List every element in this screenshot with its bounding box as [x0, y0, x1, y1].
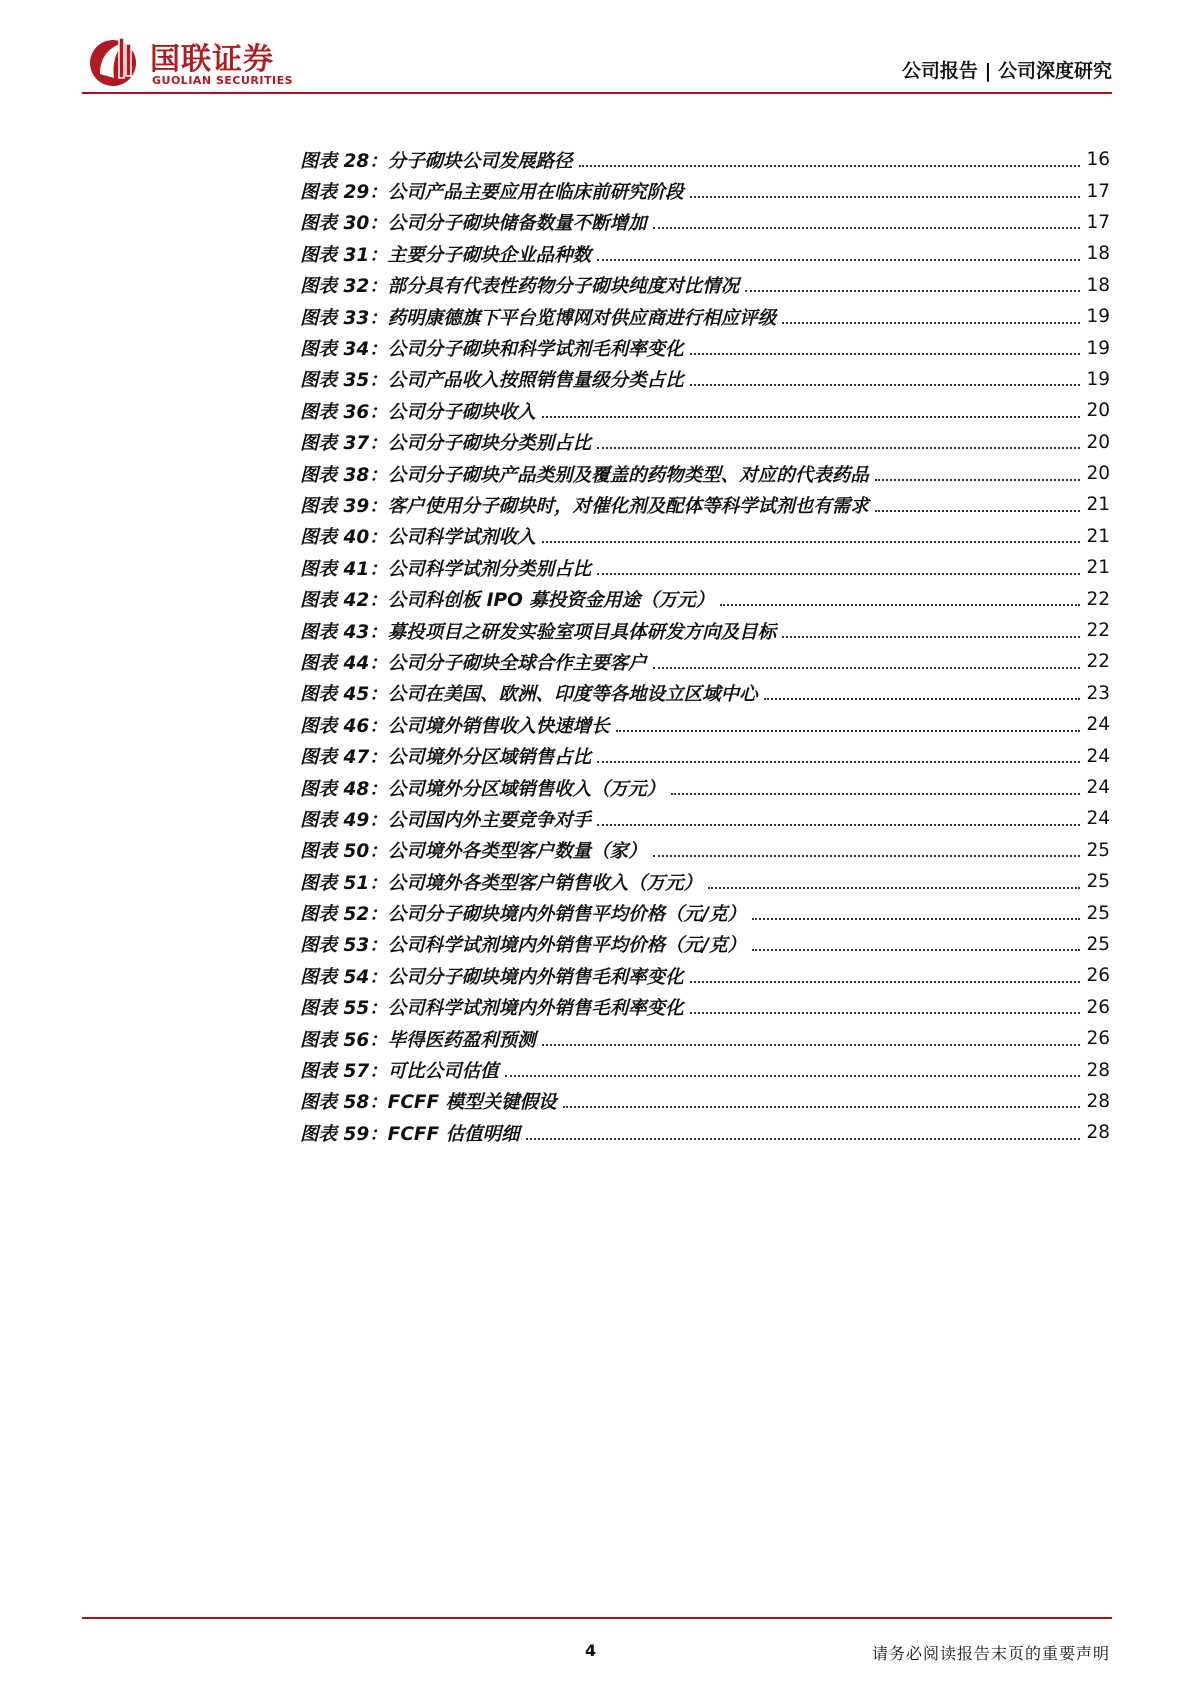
toc-entry-page: 21	[1086, 557, 1110, 579]
toc-entry-title: 图表 59：FCFF 估值明细	[300, 1120, 522, 1146]
toc-entry-page: 28	[1086, 1090, 1110, 1112]
toc-entry-page: 25	[1086, 871, 1110, 893]
toc-entry-title: 图表 48：公司境外分区域销售收入（万元）	[300, 775, 667, 801]
toc-leader-dots	[653, 855, 1080, 857]
toc-entry-page: 20	[1086, 400, 1110, 422]
toc-entry[interactable]	[300, 709, 1110, 740]
toc-leader-dots	[542, 1044, 1080, 1046]
toc-leader-dots	[505, 1075, 1080, 1077]
toc-leader-dots	[782, 636, 1080, 638]
toc-entry[interactable]	[300, 301, 1110, 332]
toc-entry[interactable]	[300, 175, 1110, 206]
toc-entry-page: 18	[1086, 274, 1110, 296]
toc-entry-title: 图表 56：毕得医药盈利预测	[300, 1026, 538, 1052]
toc-leader-dots	[875, 510, 1080, 512]
toc-entry-page: 23	[1086, 682, 1110, 704]
toc-entry-page: 24	[1086, 777, 1110, 798]
toc-leader-dots	[708, 887, 1080, 889]
toc-entry-title: 图表 46：公司境外销售收入快速增长	[300, 712, 612, 738]
company-logo	[86, 32, 386, 88]
toc-entry-page: 18	[1086, 243, 1110, 265]
page-header	[82, 28, 1112, 94]
toc-entry-page: 17	[1086, 180, 1110, 202]
toc-entry[interactable]	[300, 521, 1110, 552]
guolian-logo-icon	[86, 34, 140, 88]
toc-entry-page: 24	[1086, 745, 1110, 767]
toc-entry-title: 图表 37：公司分子砌块分类别占比	[300, 429, 593, 455]
toc-entry[interactable]	[300, 1117, 1110, 1148]
toc-entry-title: 图表 45：公司在美国、欧洲、印度等各地设立区域中心	[300, 680, 760, 706]
toc-entry[interactable]	[300, 364, 1110, 395]
toc-leader-dots	[597, 824, 1080, 826]
toc-entry-title: 图表 44：公司分子砌块全球合作主要客户	[300, 649, 649, 675]
toc-entry[interactable]	[300, 1023, 1110, 1054]
toc-leader-dots	[875, 479, 1080, 481]
toc-leader-dots	[563, 1106, 1080, 1108]
toc-entry-title: 图表 35：公司产品收入按照销售量级分类占比	[300, 366, 686, 392]
toc-entry[interactable]	[300, 960, 1110, 991]
toc-entry-title: 图表 31：主要分子砌块企业品种数	[300, 241, 593, 267]
toc-entry-title: 图表 32：部分具有代表性药物分子砌块纯度对比情况	[300, 272, 741, 298]
toc-entry-page: 24	[1086, 714, 1110, 736]
toc-entry-page: 22	[1086, 588, 1110, 610]
toc-entry-title: 图表 52：公司分子砌块境内外销售平均价格（元/克）	[300, 900, 748, 926]
toc-entry-page: 26	[1086, 996, 1110, 1018]
toc-entry-title: 图表 28：分子砌块公司发展路径	[300, 147, 575, 173]
toc-entry-title: 图表 34：公司分子砌块和科学试剂毛利率变化	[300, 335, 686, 361]
toc-entry[interactable]	[300, 207, 1110, 238]
toc-entry-title: 图表 50：公司境外各类型客户数量（家）	[300, 837, 649, 863]
toc-entry-page: 21	[1086, 525, 1110, 547]
toc-entry[interactable]	[300, 395, 1110, 426]
report-type-label: 公司报告 | 公司深度研究	[901, 60, 1112, 82]
toc-leader-dots	[526, 1138, 1080, 1140]
footer-divider	[82, 1617, 1112, 1619]
toc-entry-title: 图表 51：公司境外各类型客户销售收入（万元）	[300, 869, 704, 895]
toc-entry[interactable]	[300, 803, 1110, 834]
toc-entry-title: 图表 49：公司国内外主要竞争对手	[300, 806, 593, 832]
toc-entry[interactable]	[300, 583, 1110, 614]
toc-entry-title: 图表 38：公司分子砌块产品类别及覆盖的药物类型、对应的代表药品	[300, 461, 871, 487]
page-number: 4	[585, 1641, 597, 1660]
toc-leader-dots	[579, 165, 1080, 167]
toc-leader-dots	[597, 761, 1080, 763]
toc-entry-page: 25	[1086, 902, 1110, 924]
toc-leader-dots	[764, 698, 1080, 700]
toc-entry-page: 28	[1086, 1122, 1110, 1144]
toc-leader-dots	[690, 353, 1080, 355]
logo-english-name: GUOLIAN SECURITIES	[152, 74, 293, 87]
table-of-figures	[300, 144, 1110, 1149]
toc-leader-dots	[690, 1012, 1080, 1014]
toc-leader-dots	[690, 384, 1080, 386]
logo-chinese-name: 国联证券	[150, 42, 274, 77]
toc-leader-dots	[542, 416, 1080, 418]
toc-entry[interactable]	[300, 552, 1110, 583]
toc-leader-dots	[752, 918, 1080, 920]
toc-leader-dots	[597, 573, 1080, 575]
toc-entry[interactable]	[300, 929, 1110, 960]
toc-entry-page: 19	[1086, 368, 1110, 390]
toc-entry[interactable]	[300, 615, 1110, 646]
toc-leader-dots	[752, 949, 1080, 951]
toc-entry[interactable]	[300, 897, 1110, 928]
toc-entry-title: 图表 41：公司科学试剂分类别占比	[300, 555, 593, 581]
toc-entry-page: 17	[1086, 211, 1110, 233]
toc-entry[interactable]	[300, 678, 1110, 709]
toc-entry-page: 22	[1086, 651, 1110, 673]
toc-entry-page: 19	[1086, 337, 1110, 359]
toc-leader-dots	[690, 981, 1080, 983]
toc-leader-dots	[653, 227, 1080, 229]
toc-entry[interactable]	[300, 740, 1110, 771]
toc-entry-page: 28	[1086, 1059, 1110, 1081]
toc-entry[interactable]	[300, 992, 1110, 1023]
toc-leader-dots	[690, 196, 1080, 198]
toc-entry[interactable]	[300, 1086, 1110, 1117]
toc-entry[interactable]	[300, 835, 1110, 866]
toc-leader-dots	[597, 259, 1080, 261]
toc-entry-page: 20	[1086, 463, 1110, 485]
toc-entry-title: 图表 57：可比公司估值	[300, 1057, 501, 1083]
toc-entry-page: 25	[1086, 839, 1110, 861]
toc-entry-page: 20	[1086, 431, 1110, 453]
toc-leader-dots	[597, 447, 1080, 449]
toc-entry[interactable]	[300, 332, 1110, 363]
toc-entry[interactable]	[300, 427, 1110, 458]
toc-entry-title: 图表 42：公司科创板 IPO 募投资金用途（万元）	[300, 586, 716, 612]
toc-entry-title: 图表 29：公司产品主要应用在临床前研究阶段	[300, 178, 686, 204]
toc-entry-title: 图表 36：公司分子砌块收入	[300, 398, 538, 424]
toc-entry-title: 图表 54：公司分子砌块境内外销售毛利率变化	[300, 963, 686, 989]
disclaimer-note: 请务必阅读报告末页的重要声明	[871, 1644, 1110, 1663]
toc-entry[interactable]	[300, 489, 1110, 520]
toc-leader-dots	[671, 793, 1080, 795]
toc-entry-page: 26	[1086, 1028, 1110, 1050]
header-divider	[82, 92, 1112, 94]
toc-entry[interactable]	[300, 1054, 1110, 1085]
toc-entry[interactable]	[300, 866, 1110, 897]
toc-entry-title: 图表 43：募投项目之研发实验室项目具体研发方向及目标	[300, 618, 778, 644]
toc-entry-page: 24	[1086, 808, 1110, 830]
toc-entry[interactable]	[300, 270, 1110, 301]
toc-entry-title: 图表 33：药明康德旗下平台览博网对供应商进行相应评级	[300, 304, 778, 330]
toc-entry-page: 21	[1086, 494, 1110, 516]
toc-leader-dots	[616, 730, 1080, 732]
toc-entry-title: 图表 55：公司科学试剂境内外销售毛利率变化	[300, 994, 686, 1020]
toc-entry-page: 19	[1086, 306, 1110, 328]
toc-entry-page: 25	[1086, 933, 1110, 955]
toc-leader-dots	[653, 667, 1080, 669]
toc-entry-page: 26	[1086, 965, 1110, 987]
toc-entry-title: 图表 39：客户使用分子砌块时，对催化剂及配体等科学试剂也有需求	[300, 492, 871, 518]
toc-entry[interactable]	[300, 144, 1110, 175]
toc-entry-title: 图表 58：FCFF 模型关键假设	[300, 1088, 559, 1114]
toc-entry-page: 22	[1086, 620, 1110, 642]
toc-entry-title: 图表 47：公司境外分区域销售占比	[300, 743, 593, 769]
toc-entry-page: 16	[1086, 149, 1110, 171]
toc-entry[interactable]	[300, 646, 1110, 677]
toc-leader-dots	[720, 604, 1080, 606]
toc-leader-dots	[745, 290, 1080, 292]
toc-leader-dots	[782, 322, 1080, 324]
toc-entry-title: 图表 40：公司科学试剂收入	[300, 523, 538, 549]
toc-entry[interactable]	[300, 458, 1110, 489]
toc-leader-dots	[542, 541, 1080, 543]
toc-entry[interactable]	[300, 238, 1110, 269]
toc-entry-title: 图表 30：公司分子砌块储备数量不断增加	[300, 209, 649, 235]
toc-entry-title: 图表 53：公司科学试剂境内外销售平均价格（元/克）	[300, 931, 748, 957]
toc-entry[interactable]	[300, 772, 1110, 803]
